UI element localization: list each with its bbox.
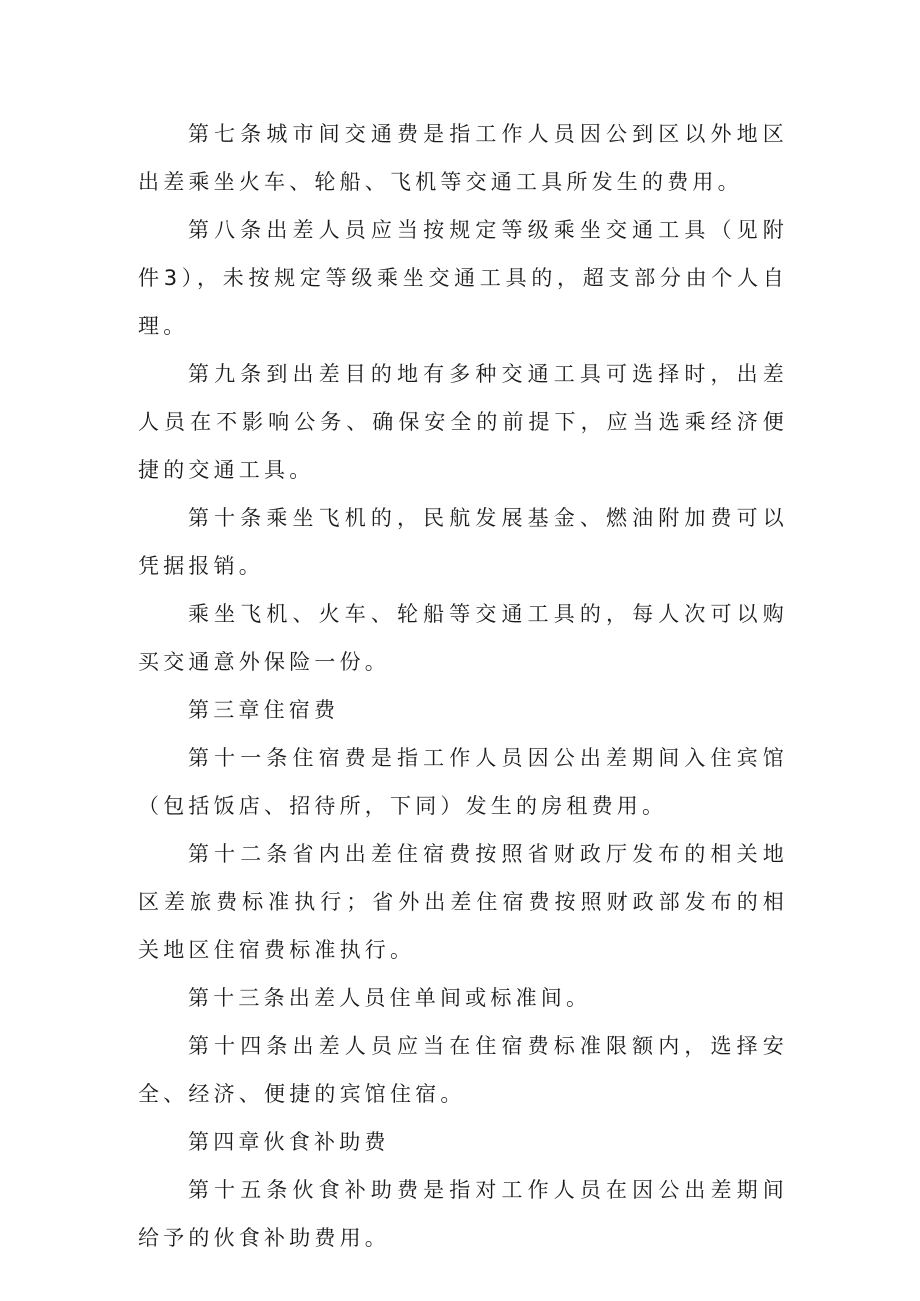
paragraph-article-7: 第七条城市间交通费是指工作人员因公到区以外地区出差乘坐火车、轮船、飞机等交通工具所发生的费用。 bbox=[138, 122, 788, 194]
chapter-3-heading: 第三章住宿费 bbox=[188, 698, 340, 722]
paragraph-article-13: 第十三条出差人员住单间或标准间。 bbox=[188, 986, 592, 1010]
paragraph-article-9: 第九条到出差目的地有多种交通工具可选择时，出差人员在不影响公务、确保安全的前提下，应当选乘经济便捷的交通工具。 bbox=[138, 362, 788, 482]
paragraph-article-8: 第八条出差人员应当按规定等级乘坐交通工具（见附件3），未按规定等级乘坐交通工具的，超支部分由个人自理。 bbox=[138, 218, 788, 338]
paragraph-article-15: 第十五条伙食补助费是指对工作人员在因公出差期间给予的伙食补助费用。 bbox=[138, 1178, 788, 1250]
paragraph-insurance: 乘坐飞机、火车、轮船等交通工具的，每人次可以购买交通意外保险一份。 bbox=[138, 602, 788, 674]
paragraph-article-11: 第十一条住宿费是指工作人员因公出差期间入住宾馆（包括饭店、招待所，下同）发生的房租费用。 bbox=[138, 746, 788, 818]
paragraph-article-12: 第十二条省内出差住宿费按照省财政厅发布的相关地区差旅费标准执行；省外出差住宿费按照财政部发布的相关地区住宿费标准执行。 bbox=[138, 842, 788, 962]
chapter-4-heading: 第四章伙食补助费 bbox=[188, 1130, 390, 1154]
paragraph-article-14: 第十四条出差人员应当在住宿费标准限额内，选择安全、经济、便捷的宾馆住宿。 bbox=[138, 1034, 788, 1106]
paragraph-article-10: 第十条乘坐飞机的，民航发展基金、燃油附加费可以凭据报销。 bbox=[138, 506, 788, 578]
